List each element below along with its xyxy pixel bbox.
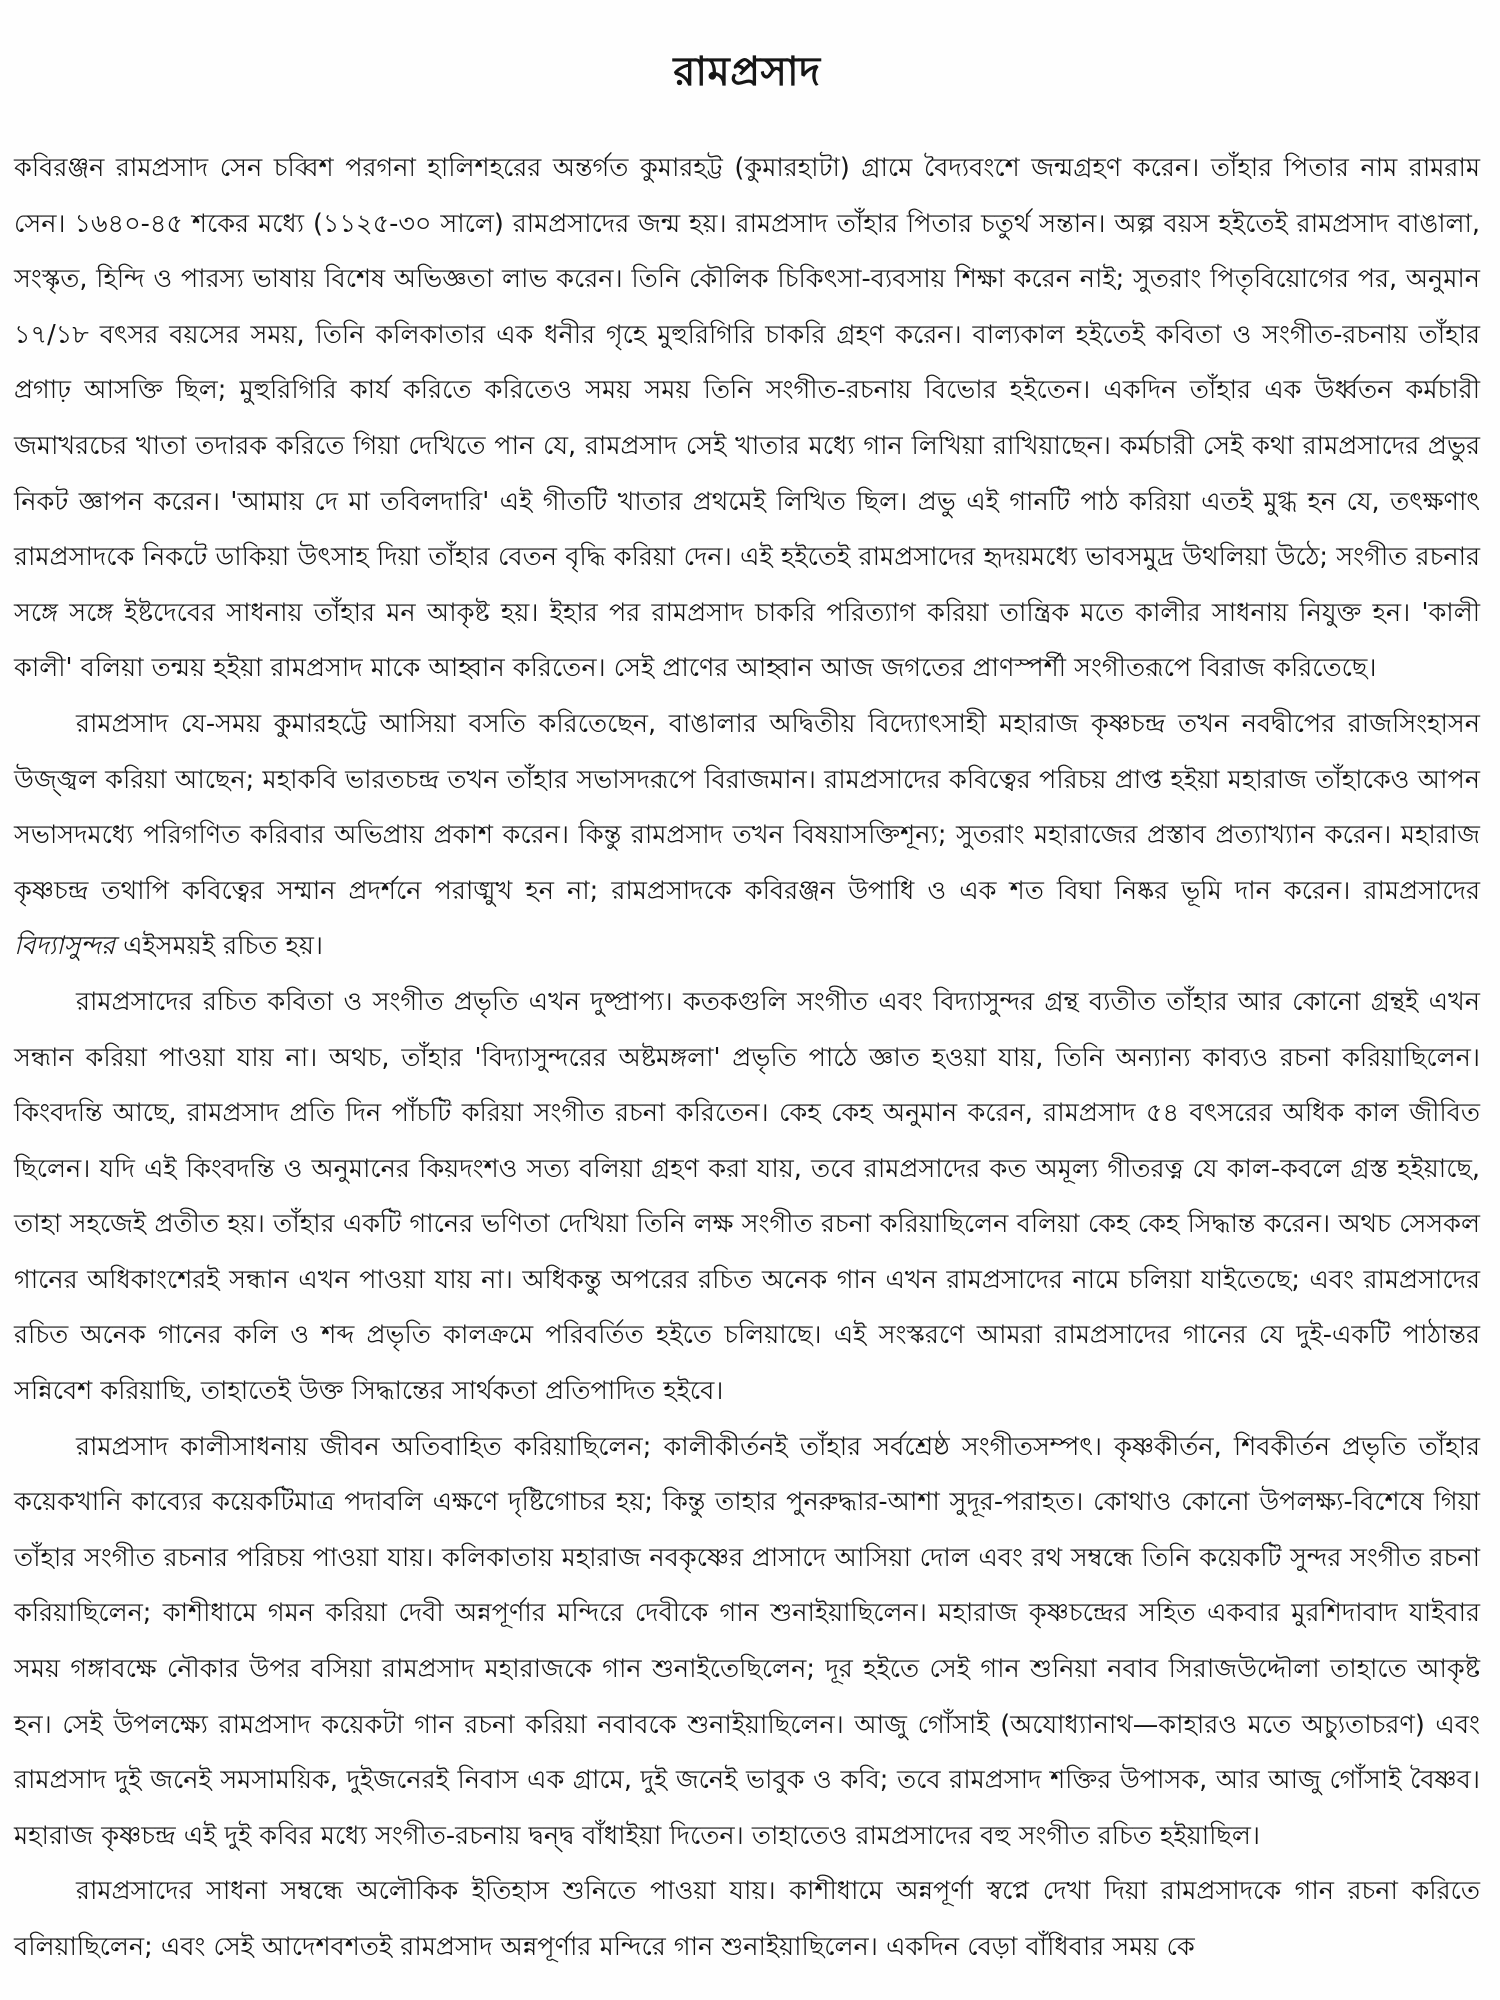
page-title: রামপ্রসাদ [673,49,821,95]
paragraph-legends [14,1864,1480,1975]
paragraph-text: রামপ্রসাদের রচিত কবিতা ও সংগীত প্রভৃতি এখন দুষ্প্রাপ্য। কতকগুলি সংগীত এবং বিদ্যাসুন্দর গ্রন্থ ব্যতীত তাঁহার আর কোনো গ্রন্থই এখন সন্ধান করিয়া পাওয়া যায় না। অথচ, তাঁহার 'বিদ্যাসুন্দরের অষ্টমঙ্গলা' প্রভৃতি পাঠে জ্ঞাত হওয়া যায়, তিনি অন্যান্য কাব্যও রচনা করিয়াছিলেন। কিংবদন্তি আছে, রামপ্রসাদ প্রতি দিন পাঁচটি করিয়া সংগীত রচনা করিতেন। কেহ কেহ অনুমান করেন, রামপ্রসাদ ৫৪ বৎসরের অধিক কাল জীবিত ছিলেন। যদি এই কিংবদন্তি ও অনুমানের কিয়দংশও সত্য বলিয়া গ্রহণ করা যায়, তবে রামপ্রসাদের কত অমূল্য গীতরত্ন যে কাল-কবলে গ্রস্ত হইয়াছে, তাহা সহজেই প্রতীত হয়। তাঁহার একটি গানের ভণিতা দেখিয়া তিনি লক্ষ সংগীত রচনা করিয়াছিলেন বলিয়া কেহ কেহ সিদ্ধান্ত করেন। অথচ সেসকল গানের অধিকাংশেরই সন্ধান এখন পাওয়া যায় না। অধিকন্তু অপরের রচিত অনেক গান এখন রামপ্রসাদের নামে চলিয়া যাইতেছে; এবং রামপ্রসাদের রচিত অনেক গানের কলি ও শব্দ প্রভৃতি কালক্রমে পরিবর্তিত হইতে চলিয়াছে। এই সংস্করণে আমরা রামপ্রসাদের গানের যে দুই-একটি পাঠান্তর সন্নিবেশ করিয়াছি, তাহাতেই উক্ত সিদ্ধান্তের সার্থকতা প্রতিপাদিত হইবে। [14,986,1480,1407]
paragraph-text: রামপ্রসাদ যে-সময় কুমারহট্টে আসিয়া বসতি করিতেছেন, বাঙালার অদ্বিতীয় বিদ্যোৎসাহী মহারাজ কৃষ্ণচন্দ্র তখন নবদ্বীপের রাজসিংহাসন উজ্জ্বল করিয়া আছেন; মহাকবি ভারতচন্দ্র তখন তাঁহার সভাসদরূপে বিরাজমান। রামপ্রসাদের কবিত্বের পরিচয় প্রাপ্ত হইয়া মহারাজ তাঁহাকেও আপন সভাসদমধ্যে পরিগণিত করিবার অভিপ্রায় প্রকাশ করেন। কিন্তু রামপ্রসাদ তখন বিষয়াসক্তিশূন্য; সুতরাং মহারাজের প্রস্তাব প্রত্যাখ্যান করেন। মহারাজ কৃষ্ণচন্দ্র তথাপি কবিত্বের সম্মান প্রদর্শনে পরাঙ্মুখ হন না; রামপ্রসাদকে কবিরঞ্জন উপাধি ও এক শত বিঘা নিষ্কর ভূমি দান করেন। রামপ্রসাদের [14,708,1480,906]
paragraph-text: রামপ্রসাদের সাধনা সম্বন্ধে অলৌকিক ইতিহাস শুনিতে পাওয়া যায়। কাশীধামে অন্নপূর্ণা স্বপ্নে দেখা দিয়া রামপ্রসাদকে গান রচনা করিতে বলিয়াছিলেন; এবং সেই আদেশবশতই রামপ্রসাদ অন্নপূর্ণার মন্দিরে গান শুনাইয়াছিলেন। একদিন বেড়া বাঁধিবার সময় কে [14,1876,1480,1962]
paragraph-works [14,975,1480,1420]
paragraph-maharaj [14,697,1480,975]
paragraph-biography [14,141,1480,697]
italic-book-title: বিদ্যাসুন্দর [14,931,116,962]
paragraph-text-after: এইসময়ই রচিত হয়। [115,931,324,962]
paragraph-kali-sadhana [14,1420,1480,1865]
paragraph-text: কবিরঞ্জন রামপ্রসাদ সেন চব্বিশ পরগনা হালিশহরের অন্তর্গত কুমারহট্ট (কুমারহাটা) গ্রামে বৈদ্যবংশে জন্মগ্রহণ করেন। তাঁহার পিতার নাম রামরাম সেন। ১৬৪০-৪৫ শকের মধ্যে (১১২৫-৩০ সালে) রামপ্রসাদের জন্ম হয়। রামপ্রসাদ তাঁহার পিতার চতুর্থ সন্তান। অল্প বয়স হইতেই রামপ্রসাদ বাঙালা, সংস্কৃত, হিন্দি ও পারস্য ভাষায় বিশেষ অভিজ্ঞতা লাভ করেন। তিনি কৌলিক চিকিৎসা-ব্যবসায় শিক্ষা করেন নাই; সুতরাং পিতৃবিয়োগের পর, অনুমান ১৭/১৮ বৎসর বয়সের সময়, তিনি কলিকাতার এক ধনীর গৃহে মুহুরিগিরি চাকরি গ্রহণ করেন। বাল্যকাল হইতেই কবিতা ও সংগীত-রচনায় তাঁহার প্রগাঢ় আসক্তি ছিল; মুহুরিগিরি কার্য করিতে করিতেও সময় সময় তিনি সংগীত-রচনায় বিভোর হইতেন। একদিন তাঁহার এক উর্ধ্বতন কর্মচারী জমাখরচের খাতা তদারক করিতে গিয়া দেখিতে পান যে, রামপ্রসাদ সেই খাতার মধ্যে গান লিখিয়া রাখিয়াছেন। কর্মচারী সেই কথা রামপ্রসাদের প্রভুর নিকট জ্ঞাপন করেন। 'আমায় দে মা তবিলদারি' এই গীতটি খাতার প্রথমেই লিখিত ছিল। প্রভু এই গানটি পাঠ করিয়া এতই মুগ্ধ হন যে, তৎক্ষণাৎ রামপ্রসাদকে নিকটে ডাকিয়া উৎসাহ দিয়া তাঁহার বেতন বৃদ্ধি করিয়া দেন। এই হইতেই রামপ্রসাদের হৃদয়মধ্যে ভাবসমুদ্র উথলিয়া উঠে; সংগীত রচনার সঙ্গে সঙ্গে ইষ্টদেবের সাধনায় তাঁহার মন আকৃষ্ট হয়। ইহার পর রামপ্রসাদ চাকরি পরিত্যাগ করিয়া তান্ত্রিক মতে কালীর সাধনায় নিযুক্ত হন। 'কালী কালী' বলিয়া তন্ময় হইয়া রামপ্রসাদ মাকে আহ্বান করিতেন। সেই প্রাণের আহ্বান আজ জগতের প্রাণস্পর্শী সংগীতরূপে বিরাজ করিতেছে। [14,153,1480,684]
paragraph-text: রামপ্রসাদ কালীসাধনায় জীবন অতিবাহিত করিয়াছিলেন; কালীকীর্তনই তাঁহার সর্বশ্রেষ্ঠ সংগীতসম্পৎ। কৃষ্ণকীর্তন, শিবকীর্তন প্রভৃতি তাঁহার কয়েকখানি কাব্যের কয়েকটিমাত্র পদাবলি এক্ষণে দৃষ্টিগোচর হয়; কিন্তু তাহার পুনরুদ্ধার-আশা সুদূর-পরাহত। কোথাও কোনো উপলক্ষ্য-বিশেষে গিয়া তাঁহার সংগীত রচনার পরিচয় পাওয়া যায়। কলিকাতায় মহারাজ নবকৃষ্ণের প্রাসাদে আসিয়া দোল এবং রথ সম্বন্ধে তিনি কয়েকটি সুন্দর সংগীত রচনা করিয়াছিলেন; কাশীধামে গমন করিয়া দেবী অন্নপূর্ণার মন্দিরে দেবীকে গান শুনাইয়াছিলেন। মহারাজ কৃষ্ণচন্দ্রের সহিত একবার মুরশিদাবাদ যাইবার সময় গঙ্গাবক্ষে নৌকার উপর বসিয়া রামপ্রসাদ মহারাজকে গান শুনাইতেছিলেন; দূর হইতে সেই গান শুনিয়া নবাব সিরাজউদ্দৌলা তাহাতে আকৃষ্ট হন। সেই উপলক্ষ্যে রামপ্রসাদ কয়েকটা গান রচনা করিয়া নবাবকে শুনাইয়াছিলেন। আজু গোঁসাই (অযোধ্যানাথ—কাহারও মতে অচ্যুতাচরণ) এবং রামপ্রসাদ দুই জনেই সমসাময়িক, দুইজনেরই নিবাস এক গ্রামে, দুই জনেই ভাবুক ও কবি; তবে রামপ্রসাদ শক্তির উপাসক, আর আজু গোঁসাই বৈষ্ণব। মহারাজ কৃষ্ণচন্দ্র এই দুই কবির মধ্যে সংগীত-রচনায় দ্বন্দ্ব বাঁধাইয়া দিতেন। তাহাতেও রামপ্রসাদের বহু সংগীত রচিত হইয়াছিল। [14,1431,1480,1851]
